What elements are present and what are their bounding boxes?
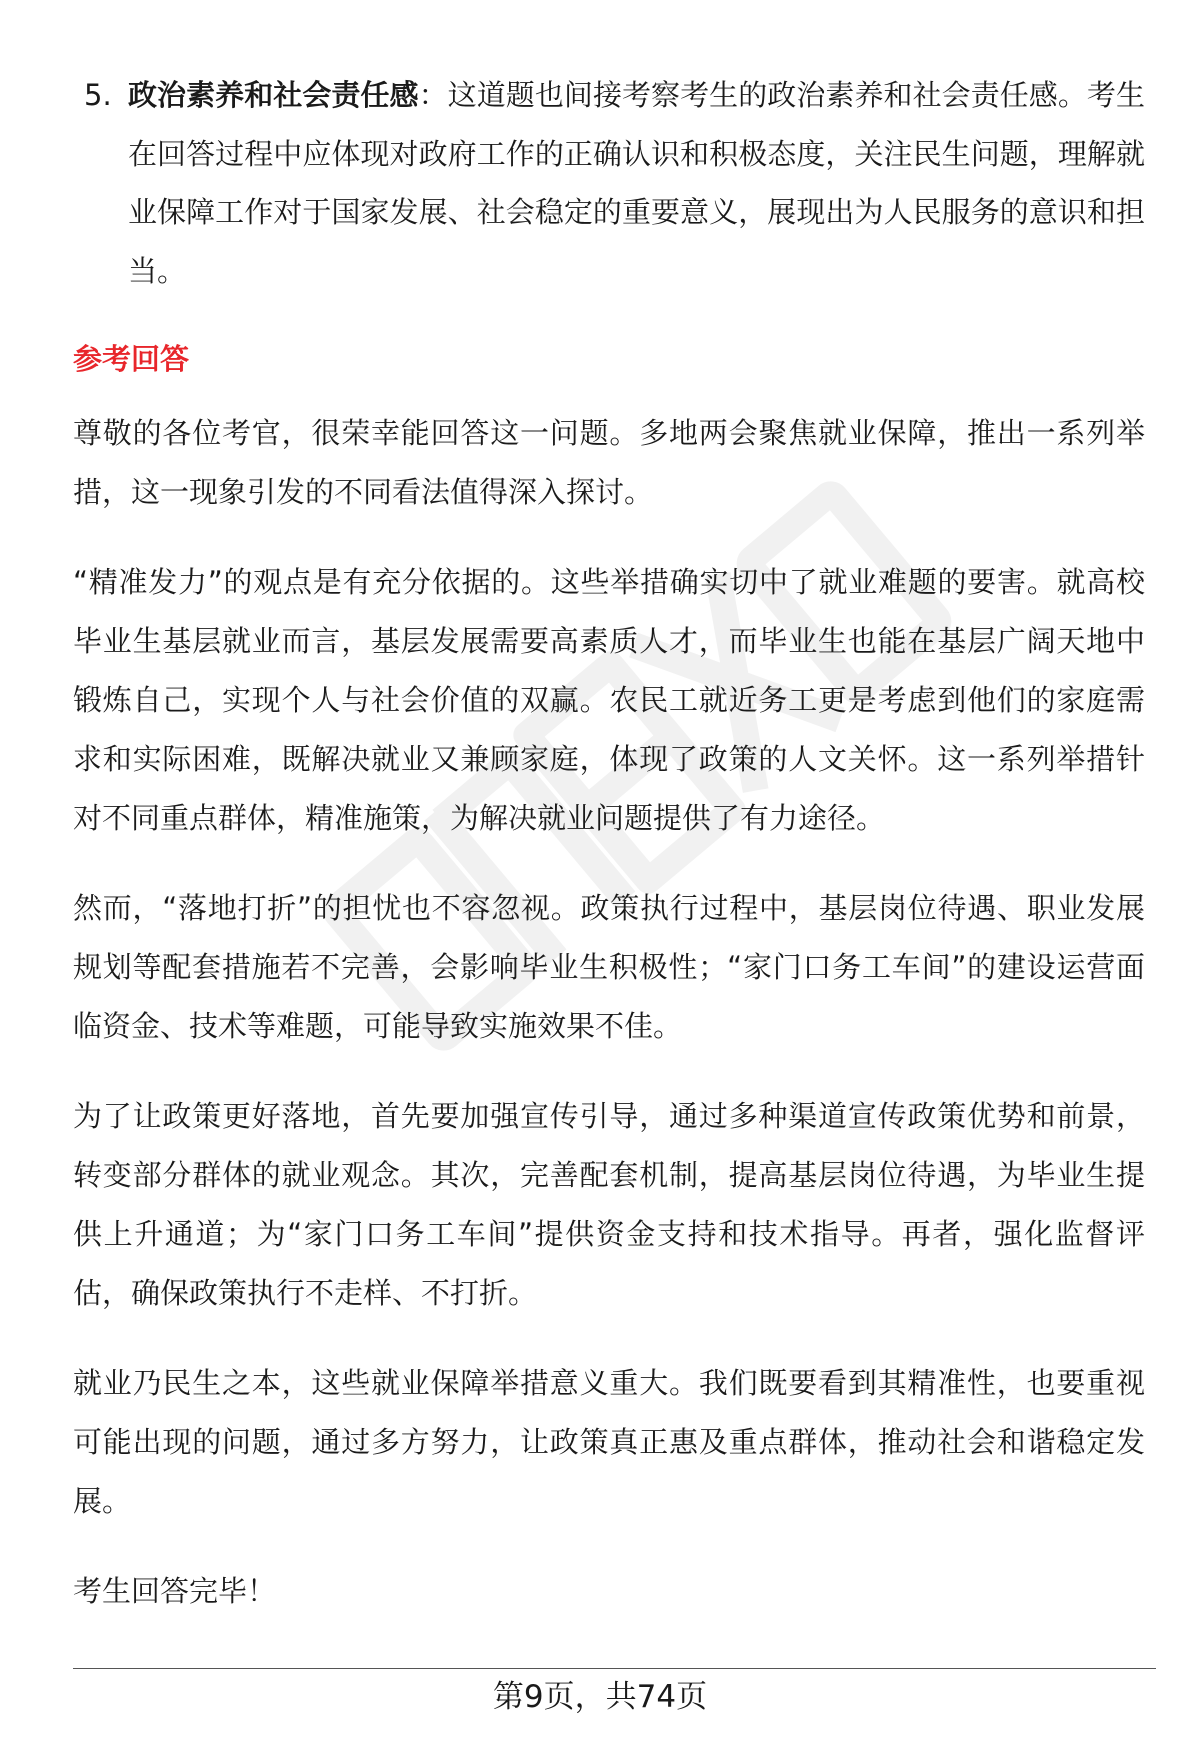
paragraph-opening: 尊敬的各位考官，很荣幸能回答这一问题。多地两会聚焦就业保障，推出一系列举措，这一现象引发的不同看法值得深入探讨。 <box>73 416 1145 509</box>
footer-divider <box>73 1668 1156 1669</box>
paragraph-precise-effort: “精准发力”的观点是有充分依据的。这些举措确实切中了就业难题的要害。就高校毕业生基层就业而言，基层发展需要高素质人才，而毕业生也能在基层广阔天地中锻炼自己，实现个人与社会价值的双赢。农民工就近务工更是考虑到他们的家庭需求和实际困难，既解决就业又兼顾家庭，体现了政策的人文关怀。这一系列举措针对不同重点群体，精准施策，为解决就业问题提供了有力途径。 <box>73 565 1145 835</box>
list-item-body <box>128 66 1145 300</box>
section-heading: 参考回答 <box>73 342 190 376</box>
paragraph-conclusion: 就业乃民生之本，这些就业保障举措意义重大。我们既要看到其精准性，也要重视可能出现的问题，通过多方努力，让政策真正惠及重点群体，推动社会和谐稳定发展。 <box>73 1366 1145 1518</box>
list-item-label: 政治素养和社会责任感 <box>128 78 419 112</box>
paragraph-closing: 考生回答完毕！ <box>73 1574 277 1608</box>
numbered-list-item <box>73 66 1145 300</box>
list-item-number: 5. <box>84 78 112 112</box>
page-number: 第9页，共74页 <box>492 1679 708 1715</box>
paragraph-measures: 为了让政策更好落地，首先要加强宣传引导，通过多种渠道宣传政策优势和前景，转变部分群体的就业观念。其次，完善配套机制，提高基层岗位待遇，为毕业生提供上升通道；为“家门口务工车间”提供资金支持和技术指导。再者，强化监督评估，确保政策执行不走样、不打折。 <box>73 1099 1145 1310</box>
list-item-text: ：这道题也间接考察考生的政治素养和社会责任感。考生在回答过程中应体现对政府工作的正确认识和积极态度，关注民生问题，理解就业保障工作对于国家发展、社会稳定的重要意义，展现出为人民服务的意识和担当。 <box>128 78 1145 288</box>
paragraph-implementation-concern: 然而，“落地打折”的担忧也不容忽视。政策执行过程中，基层岗位待遇、职业发展规划等配套措施若不完善，会影响毕业生积极性；“家门口务工车间”的建设运营面临资金、技术等难题，可能导致实施效果不佳。 <box>73 891 1145 1043</box>
main-content <box>73 66 1145 1621</box>
